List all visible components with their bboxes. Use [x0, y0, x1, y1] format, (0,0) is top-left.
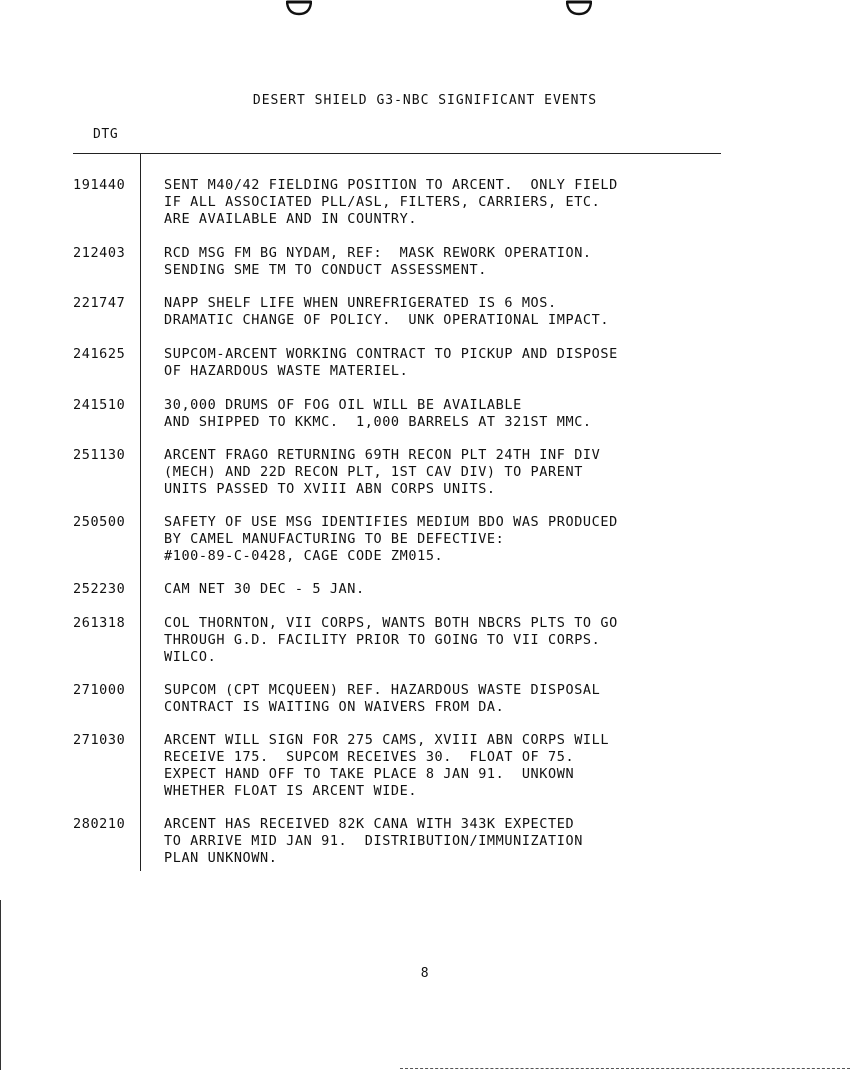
event-text-line: DRAMATIC CHANGE OF POLICY. UNK OPERATIONAL IMPACT.	[164, 312, 610, 328]
event-dtg: 251130	[73, 447, 126, 463]
event-text-line: SAFETY OF USE MSG IDENTIFIES MEDIUM BDO WAS PRODUCED	[164, 514, 618, 530]
event-text	[164, 447, 724, 498]
event-text-line: IF ALL ASSOCIATED PLL/ASL, FILTERS, CARRIERS, ETC.	[164, 194, 601, 210]
event-text-line: PLAN UNKNOWN.	[164, 850, 278, 866]
event-text-line: ARCENT HAS RECEIVED 82K CANA WITH 343K EXPECTED	[164, 816, 575, 832]
binder-hole-icon	[566, 0, 592, 16]
event-dtg: 252230	[73, 581, 126, 597]
event-text-line: COL THORNTON, VII CORPS, WANTS BOTH NBCRS PLTS TO GO	[164, 615, 618, 631]
event-text-line: SUPCOM-ARCENT WORKING CONTRACT TO PICKUP AND DISPOSE	[164, 346, 618, 362]
dtg-column-header: DTG	[93, 127, 119, 142]
event-dtg: 241625	[73, 346, 126, 362]
event-text	[164, 682, 724, 716]
event-dtg: 261318	[73, 615, 126, 631]
event-text-line: UNITS PASSED TO XVIII ABN CORPS UNITS.	[164, 481, 496, 497]
event-text-line: RECEIVE 175. SUPCOM RECEIVES 30. FLOAT OF 75.	[164, 749, 575, 765]
event-dtg: 280210	[73, 816, 126, 832]
event-text-line: THROUGH G.D. FACILITY PRIOR TO GOING TO VII CORPS.	[164, 632, 601, 648]
event-text	[164, 615, 724, 666]
event-text-line: ARE AVAILABLE AND IN COUNTRY.	[164, 211, 418, 227]
event-text-line: OF HAZARDOUS WASTE MATERIEL.	[164, 363, 409, 379]
event-text-line: BY CAMEL MANUFACTURING TO BE DEFECTIVE:	[164, 531, 505, 547]
event-text-line: RCD MSG FM BG NYDAM, REF: MASK REWORK OPERATION.	[164, 245, 592, 261]
event-dtg: 191440	[73, 177, 126, 193]
event-text-line: TO ARRIVE MID JAN 91. DISTRIBUTION/IMMUNIZATION	[164, 833, 583, 849]
header-rule	[73, 153, 721, 154]
event-text	[164, 514, 724, 565]
event-dtg: 250500	[73, 514, 126, 530]
page-title: DESERT SHIELD G3-NBC SIGNIFICANT EVENTS	[252, 93, 598, 108]
event-text-line: SENDING SME TM TO CONDUCT ASSESSMENT.	[164, 262, 487, 278]
event-dtg: 221747	[73, 295, 126, 311]
event-dtg: 271030	[73, 732, 126, 748]
event-text-line: ARCENT FRAGO RETURNING 69TH RECON PLT 24TH INF DIV	[164, 447, 601, 463]
event-text-line: CONTRACT IS WAITING ON WAIVERS FROM DA.	[164, 699, 505, 715]
event-text	[164, 581, 724, 598]
event-dtg: 271000	[73, 682, 126, 698]
event-text-line: SENT M40/42 FIELDING POSITION TO ARCENT. ONLY FIELD	[164, 177, 618, 193]
event-text-line: EXPECT HAND OFF TO TAKE PLACE 8 JAN 91. UNKOWN	[164, 766, 575, 782]
event-text-line: WILCO.	[164, 649, 217, 665]
event-text	[164, 397, 724, 431]
page-number: 8	[420, 966, 430, 981]
event-text-line: SUPCOM (CPT MCQUEEN) REF. HAZARDOUS WASTE DISPOSAL	[164, 682, 601, 698]
event-text-line: 30,000 DRUMS OF FOG OIL WILL BE AVAILABLE	[164, 397, 522, 413]
event-text-line: NAPP SHELF LIFE WHEN UNREFRIGERATED IS 6 MOS.	[164, 295, 557, 311]
event-text-line: (MECH) AND 22D RECON PLT, 1ST CAV DIV) TO PARENT	[164, 464, 583, 480]
event-dtg: 212403	[73, 245, 126, 261]
scan-edge-line	[0, 900, 1, 1070]
event-text-line: AND SHIPPED TO KKMC. 1,000 BARRELS AT 321ST MMC.	[164, 414, 592, 430]
column-divider	[140, 153, 141, 871]
event-text-line: CAM NET 30 DEC - 5 JAN.	[164, 581, 365, 597]
event-text	[164, 816, 724, 867]
event-text	[164, 295, 724, 329]
event-text	[164, 245, 724, 279]
event-text-line: WHETHER FLOAT IS ARCENT WIDE.	[164, 783, 418, 799]
event-text	[164, 177, 724, 228]
binder-hole-icon	[286, 0, 312, 16]
event-text	[164, 346, 724, 380]
event-text-line: ARCENT WILL SIGN FOR 275 CAMS, XVIII ABN CORPS WILL	[164, 732, 610, 748]
scan-bottom-dashes	[400, 1068, 850, 1069]
event-dtg: 241510	[73, 397, 126, 413]
event-text	[164, 732, 724, 800]
event-text-line: #100-89-C-0428, CAGE CODE ZM015.	[164, 548, 444, 564]
